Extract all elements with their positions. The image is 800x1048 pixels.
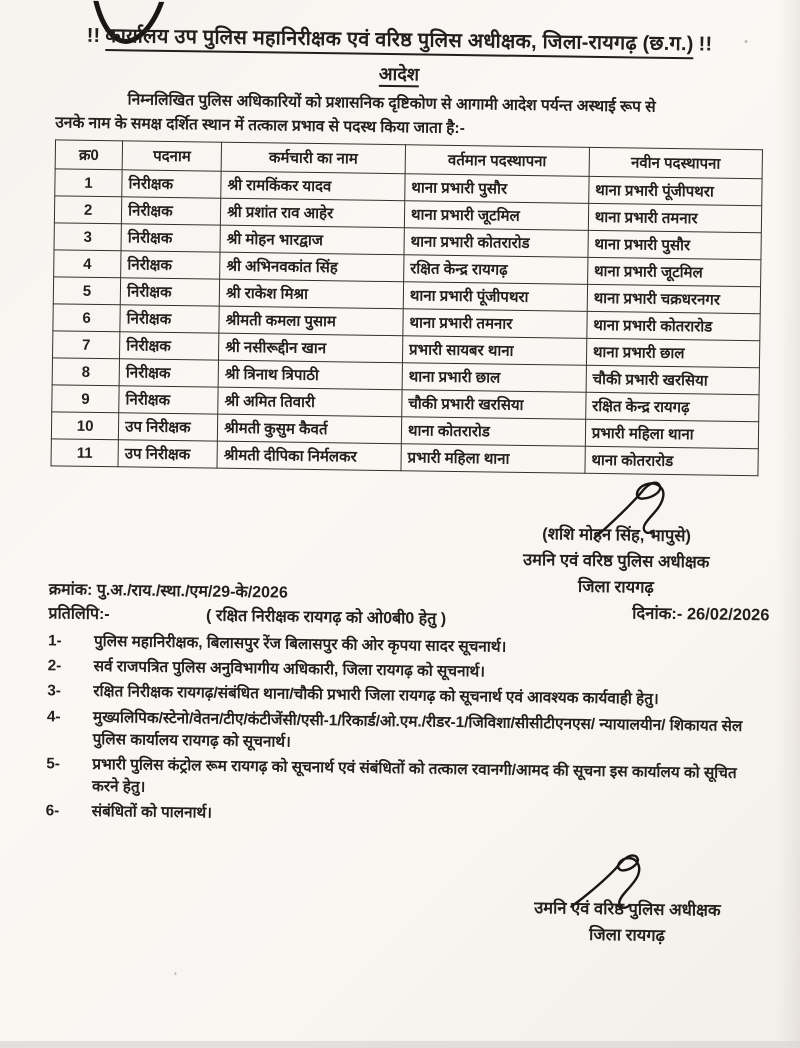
order-heading: आदेश xyxy=(0,57,799,92)
cell-new-posting: थाना प्रभारी पूंजीपथरा xyxy=(588,176,762,205)
cell-name: श्री अभिनवकांत सिंह xyxy=(220,252,404,282)
col-header-new-posting: नवीन पदस्थापना xyxy=(589,147,763,178)
cell-designation: उप निरीक्षक xyxy=(118,440,217,468)
cell-designation: निरीक्षक xyxy=(121,251,220,279)
cell-current-posting: थाना प्रभारी पुसौर xyxy=(405,174,589,204)
cell-new-posting: रक्षित केन्द्र रायगढ़ xyxy=(585,392,759,421)
cell-name: श्री रामकिंकर यादव xyxy=(221,171,405,201)
cell-designation: निरीक्षक xyxy=(122,170,221,198)
transfer-table xyxy=(50,139,762,476)
intro-line-1: निम्नलिखित पुलिस अधिकारियों को प्रशासनिक दृष्टिकोण से आगामी आदेश पर्यन्त अस्थाई रूप से xyxy=(127,91,656,116)
list-item-text: मुख्यलिपिक/स्टेनो/वेतन/टीए/कंटीजेंसी/एसी-1/रिकार्ड/ओ.एम./रीडर-1/जिविशा/सीसीटीएनएस/ न्यायालयीन/ शिकायत सेल पुलिस कार्यालय रायगढ़ को सूचनार्थ। xyxy=(92,708,743,751)
intro-paragraph xyxy=(55,87,772,145)
cell-serial: 10 xyxy=(51,412,119,440)
cell-serial: 9 xyxy=(52,385,120,413)
cell-current-posting: थाना प्रभारी पूंजीपथरा xyxy=(403,282,587,312)
col-header-current-posting: वर्तमान पदस्थापना xyxy=(405,145,589,177)
signatory-district: जिला रायगढ़ xyxy=(577,577,654,597)
cell-name: श्री मोहन भारद्वाज xyxy=(220,225,404,255)
cell-current-posting: थाना प्रभारी जूटमिल xyxy=(404,201,588,231)
cell-current-posting: थाना कोतरारोड xyxy=(401,417,585,447)
signatory-block xyxy=(459,520,772,629)
list-item-number: 1- xyxy=(47,632,62,650)
cell-serial: 5 xyxy=(53,277,121,305)
list-item-text: सर्व राजपत्रित पुलिस अनुविभागीय अधिकारी, जिला रायगढ़ को सूचनार्थ। xyxy=(93,658,486,681)
scan-speck xyxy=(174,972,176,975)
intro-line-2: उनके नाम के समक्ष दर्शित स्थान में तत्काल प्रभाव से पदस्थ किया जाता है:- xyxy=(55,114,465,138)
cell-new-posting: थाना कोतरारोड xyxy=(585,446,759,475)
cell-designation: निरीक्षक xyxy=(119,386,218,414)
signatory-designation: उमनि एवं वरिष्ठ पुलिस अधीक्षक xyxy=(522,551,710,572)
col-header-serial: क्र0 xyxy=(55,140,123,170)
copy-recipient-list xyxy=(45,630,766,835)
title-suffix: !! xyxy=(698,33,713,56)
cell-serial: 4 xyxy=(54,250,122,278)
title-text: कार्यालय उप पुलिस महानिरीक्षक एवं वरिष्ठ पुलिस अधीक्षक, जिला-रायगढ़ (छ.ग.) xyxy=(105,25,694,59)
cell-current-posting: थाना प्रभारी तमनार xyxy=(403,309,587,339)
list-item-text: प्रभारी पुलिस कंट्रोल रूम रायगढ़ को सूचनार्थ एवं संबंधितों को तत्काल रवानगी/आमद की सूचना इस कार्यालय को सूचित करने हेतु। xyxy=(91,755,737,796)
cell-designation: उप निरीक्षक xyxy=(119,413,218,441)
cell-current-posting: रक्षित केन्द्र रायगढ़ xyxy=(404,255,588,285)
cell-designation: निरीक्षक xyxy=(121,224,220,252)
cell-current-posting: थाना प्रभारी छाल xyxy=(402,363,586,393)
cell-name: श्री त्रिनाथ त्रिपाठी xyxy=(218,360,402,390)
cell-designation: निरीक्षक xyxy=(119,359,218,387)
list-item xyxy=(46,753,765,807)
title-prefix: !! xyxy=(86,24,101,47)
copy-to-line xyxy=(48,601,446,629)
cell-name: श्री नसीरूद्दीन खान xyxy=(219,333,403,363)
cell-designation: निरीक्षक xyxy=(120,305,219,333)
cell-designation: निरीक्षक xyxy=(120,332,219,360)
list-item-text: संबंधितों को पालनार्थ। xyxy=(91,803,213,822)
cell-new-posting: थाना प्रभारी जूटमिल xyxy=(587,257,761,286)
cell-new-posting: थाना प्रभारी कोतरारोड xyxy=(587,311,761,340)
col-header-name: कर्मचारी का नाम xyxy=(221,142,405,174)
signatory-name: (शशि मोहन सिंह, भापुसे) xyxy=(542,525,692,546)
cell-serial: 7 xyxy=(53,331,121,359)
list-item-number: 6- xyxy=(45,802,60,820)
cell-serial: 3 xyxy=(54,223,122,251)
cell-current-posting: प्रभारी सायबर थाना xyxy=(402,336,586,366)
cell-name: श्री अमित तिवारी xyxy=(218,387,402,417)
cell-serial: 11 xyxy=(51,439,119,467)
footer-signatory-designation: उमनि एवं वरिष्ठ पुलिस अधीक्षक xyxy=(534,899,721,920)
cell-new-posting: थाना प्रभारी चक्रधरनगर xyxy=(587,284,761,313)
cell-name: श्रीमती कमला पुसाम xyxy=(219,306,403,336)
scan-speck xyxy=(744,40,747,43)
cell-name: श्री राकेश मिश्रा xyxy=(219,279,403,309)
cell-new-posting: थाना प्रभारी पुसौर xyxy=(588,230,762,259)
cell-name: श्रीमती दीपिका निर्मलकर xyxy=(217,441,401,471)
memo-number: क्रमांक: पु.अ./राय./स्था./एम/29-के/2026 xyxy=(48,581,288,602)
cell-new-posting: थाना प्रभारी छाल xyxy=(586,338,760,367)
footer-signatory-district: जिला रायगढ़ xyxy=(588,926,665,946)
list-item-number: 2- xyxy=(47,657,62,675)
list-item-number: 3- xyxy=(47,682,62,700)
list-item-text: पुलिस महानिरीक्षक, बिलासपुर रेंज बिलासपुर की ओर कृपया सादर सूचनार्थ। xyxy=(93,632,507,656)
cell-new-posting: थाना प्रभारी तमनार xyxy=(588,203,762,232)
cell-name: श्रीमती कुसुम कैवर्त xyxy=(217,414,401,444)
cell-serial: 8 xyxy=(52,358,120,386)
list-item-number: 4- xyxy=(46,707,61,726)
list-item xyxy=(47,706,766,760)
cell-serial: 6 xyxy=(53,304,121,332)
cell-current-posting: चौकी प्रभारी खरसिया xyxy=(402,390,586,420)
cell-designation: निरीक्षक xyxy=(122,197,221,225)
cell-name: श्री प्रशांत राव आहेर xyxy=(220,198,404,228)
cell-current-posting: थाना प्रभारी कोतरारोड xyxy=(404,228,588,258)
list-item-number: 5- xyxy=(46,755,61,773)
copy-to-label: प्रतिलिपि:- xyxy=(48,605,110,624)
order-date: दिनांक:- 26/02/2026 xyxy=(632,604,770,625)
page-title xyxy=(0,20,800,58)
cell-new-posting: प्रभारी महिला थाना xyxy=(585,419,759,448)
cell-serial: 2 xyxy=(54,196,122,224)
footer-signatory-block xyxy=(485,894,770,951)
cell-new-posting: चौकी प्रभारी खरसिया xyxy=(586,365,760,394)
cell-designation: निरीक्षक xyxy=(120,278,219,306)
copy-to-note: ( रक्षित निरीक्षक रायगढ़ को ओ0बी0 हेतु ) xyxy=(206,607,447,628)
col-header-designation: पदनाम xyxy=(122,141,221,171)
cell-current-posting: प्रभारी महिला थाना xyxy=(401,444,585,474)
cell-serial: 1 xyxy=(55,169,123,197)
list-item-text: रक्षित निरीक्षक रायगढ़/संबंधित थाना/चौकी प्रभारी जिला रायगढ़ को सूचनार्थ एवं आवश्यक कार्यवाही हेतु। xyxy=(93,683,659,709)
